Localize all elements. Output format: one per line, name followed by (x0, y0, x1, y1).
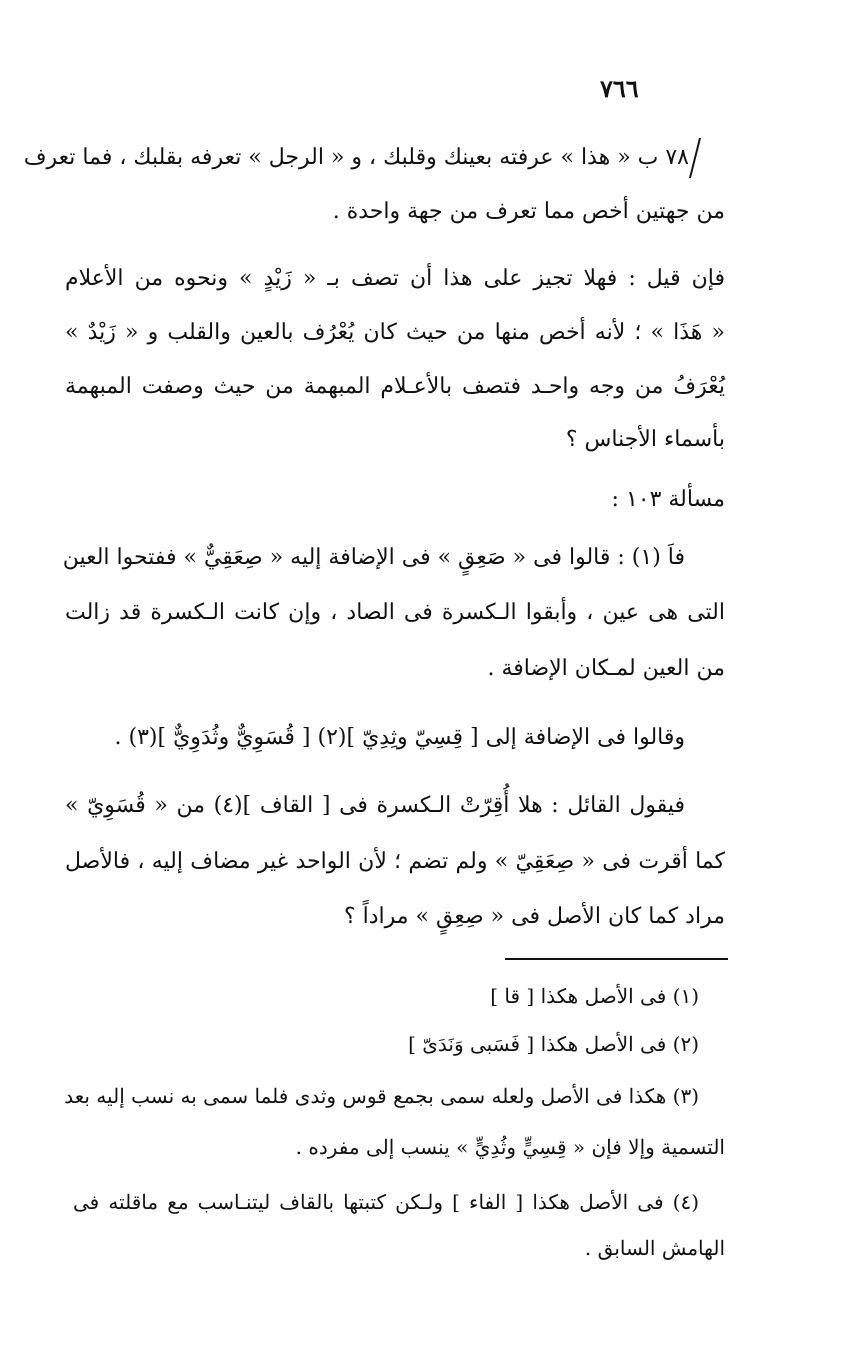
body-line: فاَ (١) : قالوا فى « صَعِقٍ » فى الإضافة إليه « صِعَقِيٌّ » ففتحوا العين (62, 545, 685, 570)
body-line: فإن قيل : فهلا تجيز على هذا أن تصف بـ « زَيْدٍ » ونحوه من الأعلام (65, 266, 726, 291)
body-line: التى هى عين ، وأبقوا الـكسرة فى الصاد ، وإن كانت الـكسرة قد زالت (65, 600, 725, 625)
body-line: من جهتين أخص مما تعرف من جهة واحدة . (332, 199, 725, 224)
body-line: « هَذَا » ؛ لأنه أخص منها من حيث كان يُعْرُف بالعين والقلب و « زَيْدٌ » (65, 320, 725, 345)
body-line: يُعْرَفُ من وجه واحـد فتصف بالأعـلام المبهمة من حيث وصفت المبهمة (65, 374, 725, 399)
footnote-4-line: (٤) فى الأصل هكذا [ الفاء ] ولـكن كتبتها بالقاف ليتنـاسب مع ماقلته فى (73, 1190, 699, 1214)
page-number: ٧٦٦ (600, 74, 639, 103)
body-line: كما أقرت فى « صِعَقِيّ » ولم تضم ؛ لأن الواحد غير مضاف إليه ، فالأصل (65, 849, 725, 874)
body-line: مراد كما كان الأصل فى « صِعِقٍ » مراداً ؟ (343, 904, 725, 929)
issue-heading: مسألة ١٠٣ : (611, 487, 725, 512)
footnote-separator (505, 958, 728, 960)
body-line: بأسماء الأجناس ؟ (565, 427, 725, 452)
footnote-1: (١) فى الأصل هكذا [ قا ] (490, 984, 699, 1008)
footnote-3-line: التسمية وإلا فإن « قِسِيٍّ وثُدِيٍّ » ينسب إلى مفرده . (295, 1135, 725, 1159)
footnote-2: (٢) فى الأصل هكذا [ فَسَبى وَنَدَىّ ] (408, 1032, 699, 1056)
body-line: فيقول القائل : هلا أُقِرّتْ الـكسرة فى [ القاف ](٤) من « قُسَوِيّ » (65, 793, 685, 818)
body-line: من العين لمـكان الإضافة . (487, 656, 725, 681)
footnote-4-line: الهامش السابق . (584, 1236, 725, 1260)
footnote-3-line: (٣) هكذا فى الأصل ولعله سمى بجمع قوس وثدى فلما سمى به نسب إليه بعد (64, 1084, 699, 1108)
body-line: ٧٨ ب « هذا » عرفته بعينك وقلبك ، و « الرجل » تعرفه بقلبك ، فما تعرف (23, 145, 689, 170)
body-line: وقالوا فى الإضافة إلى [ قِسِيّ وثِدِيّ ](٢) [ قُسَوِيٌّ وثُدَوِيٌّ ](٣) . (114, 725, 685, 750)
